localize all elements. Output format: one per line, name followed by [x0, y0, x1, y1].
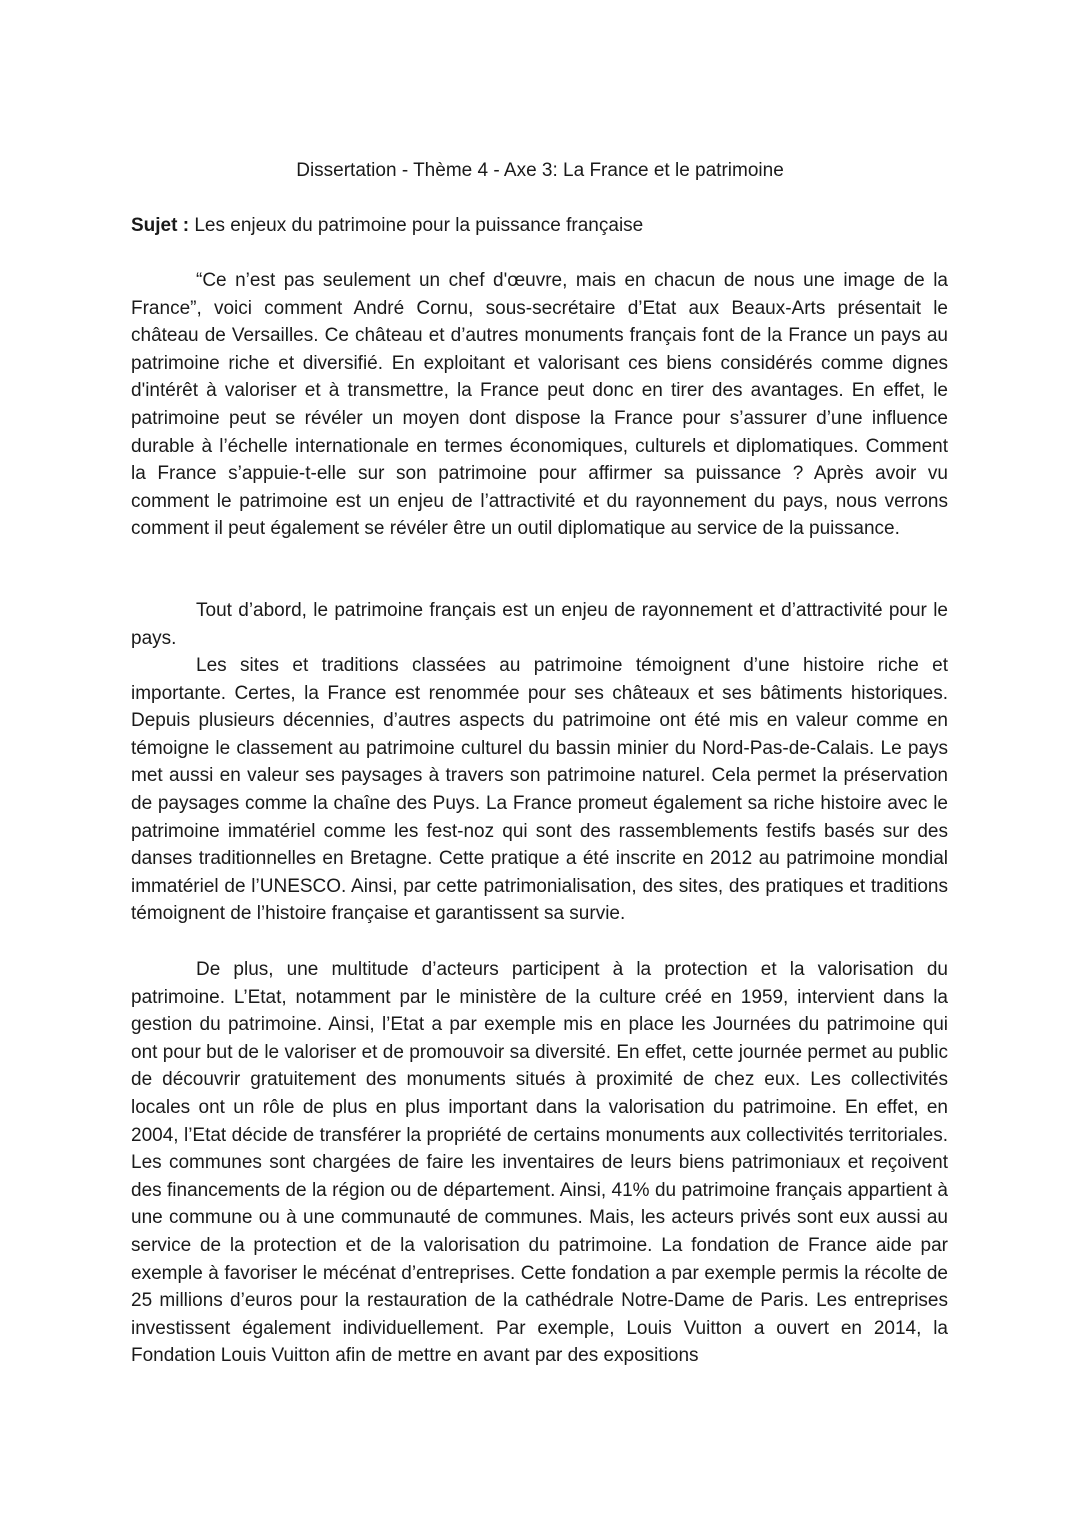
subject-text: Les enjeux du patrimoine pour la puissance française [189, 215, 644, 236]
introduction-paragraph: “Ce n’est pas seulement un chef d'œuvre, mais en chacun de nous une image de la France”, voici comment André Cornu, sous-secrétaire d’Etat aux Beaux-Arts présentait le château de Versailles. Ce château et d’autres monuments français font de la France un pays au patrimoine riche et diversifié. En exploitant et valorisant ces biens considérés comme dignes d'intérêt à valoriser et à transmettre, la France peut donc en tirer des avantages. En effet, le patrimoine peut se révéler un moyen dont dispose la France pour s’assurer d’une influence durable à l’échelle internationale en termes économiques, culturels et diplomatiques. Comment la France s’appuie-t-elle sur son patrimoine pour affirmer sa puissance ? Après avoir vu comment le patrimoine est un enjeu de l’attractivité et du rayonnement du pays, nous verrons comment il peut également se révéler être un outil diplomatique au service de la puissance. [131, 270, 948, 540]
part-one-intro-paragraph: Tout d’abord, le patrimoine français est un enjeu de rayonnement et d’attractivité pour le pays. [131, 600, 948, 649]
subject-line [131, 212, 951, 239]
subject-label: Sujet : [131, 215, 190, 236]
heritage-sites-paragraph: Les sites et traditions classées au patrimoine témoignent d’une histoire riche et importante. Certes, la France est renommée pour ses châteaux et ses bâtiments historiques. Depuis plusieurs décennies, d’autres aspects du patrimoine ont été mis en valeur comme en témoigne le classement au patrimoine culturel du bassin minier du Nord-Pas-de-Calais. Le pays met aussi en valeur ses paysages à travers son patrimoine naturel. Cela permet la préservation de paysages comme la chaîne des Puys. La France promeut également sa riche histoire avec le patrimoine immatériel comme les fest-noz qui sont des rassemblements festifs basés sur des danses traditionnelles en Bretagne. Cette pratique a été inscrite en 2012 au patrimoine mondial immatériel de l’UNESCO. Ainsi, par cette patrimonialisation, des sites, des pratiques et traditions témoignent de l’histoire française et garantissent sa survie. [131, 655, 948, 925]
document-title: Dissertation - Thème 4 - Axe 3: La France et le patrimoine [296, 160, 784, 181]
heritage-actors-paragraph: De plus, une multitude d’acteurs participent à la protection et la valorisation du patrimoine. L’Etat, notamment par le ministère de la culture créé en 1959, intervient dans la gestion du patrimoine. Ainsi, l’Etat a par exemple mis en place les Journées du patrimoine qui ont pour but de le valoriser et de promouvoir sa diversité. En effet, cette journée permet au public de découvrir gratuitement des monuments situés à proximité de chez eux. Les collectivités locales ont un rôle de plus en plus important dans la valorisation du patrimoine. En effet, en 2004, l’Etat décide de transférer la propriété de certains monuments aux collectivités territoriales. Les communes sont chargées de faire les inventaires de leurs biens patrimoniaux et reçoivent des financements de la région ou de département. Ainsi, 41% du patrimoine français appartient à une commune ou à une communauté de communes. Mais, les acteurs privés sont eux aussi au service de la protection et de la valorisation du patrimoine. La fondation de France aide par exemple à favoriser le mécénat d’entreprises. Cette fondation a par exemple permis la récolte de 25 millions d’euros pour la restauration de la cathédrale Notre-Dame de Paris. Les entreprises investissent également individuellement. Par exemple, Louis Vuitton a ouvert en 2014, la Fondation Louis Vuitton afin de mettre en avant par des expositions [131, 959, 948, 1367]
